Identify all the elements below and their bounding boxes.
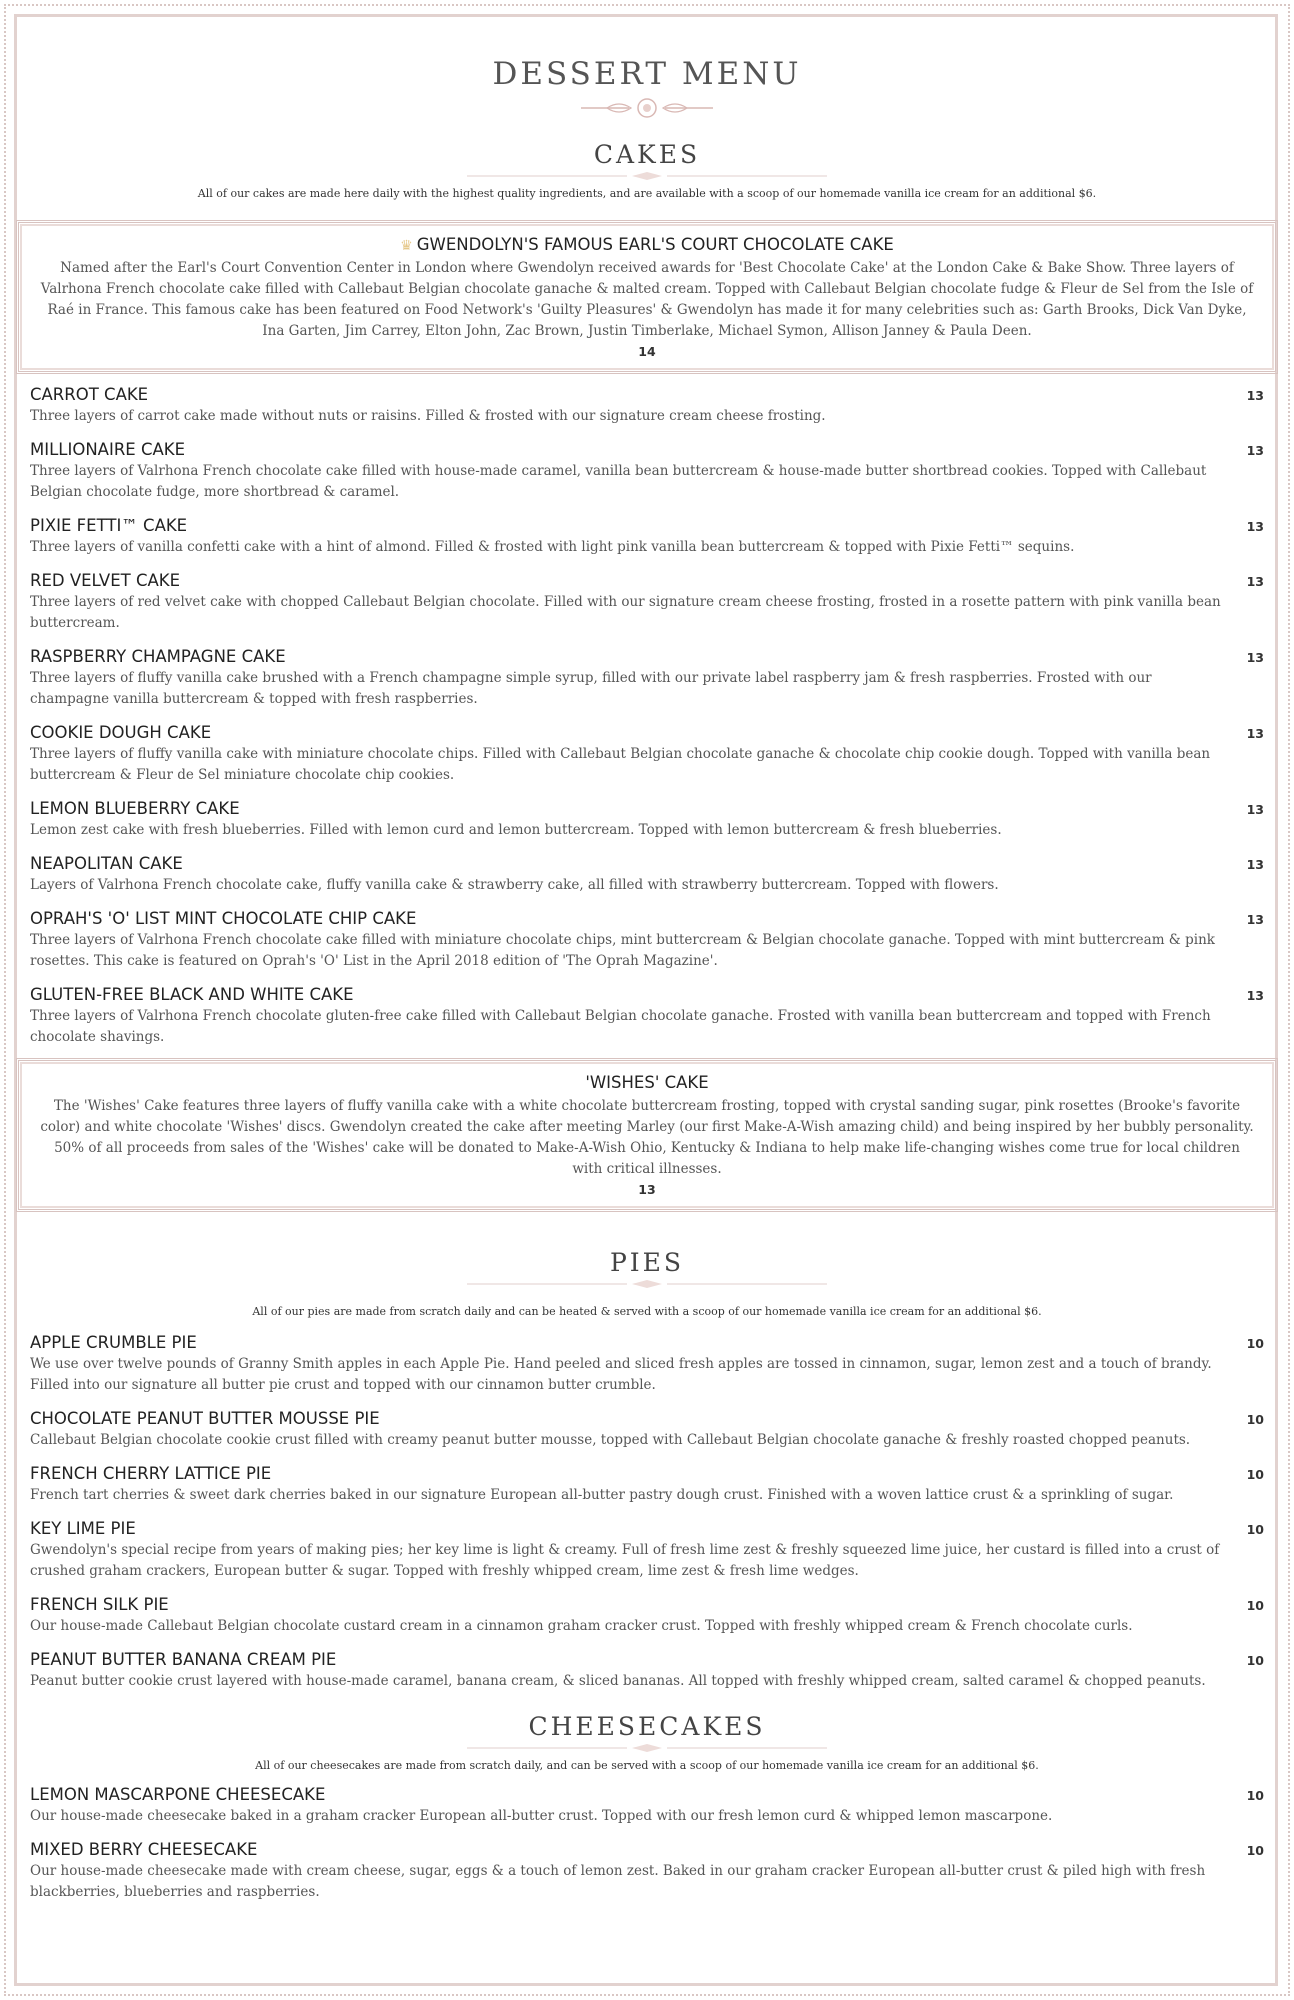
menu-item-name: MIXED BERRY CHEESECAKE (30, 1840, 258, 1859)
wishes-cake-box (16, 1058, 1278, 1212)
cheesecakes-section (30, 1712, 1264, 1903)
menu-item-desc: Our house-made Callebaut Belgian chocolate custard cream in a cinnamon graham cracker crust. Topped with freshly whipped cream & French chocolate curls. (30, 1618, 1133, 1634)
menu-item (30, 908, 1264, 972)
wishes-cake-name: 'WISHES' CAKE (585, 1073, 709, 1092)
menu-item-name: COOKIE DOUGH CAKE (30, 723, 212, 742)
menu-item-desc: Three layers of Valrhona French chocolate gluten-free cake filled with Callebaut Belgian chocolate ganache. Frosted with vanilla bean buttercream and topped with French chocolate shavings. (30, 1008, 1211, 1045)
menu-item-price: 10 (1246, 1653, 1264, 1668)
menu-item-name: PIXIE FETTI™ CAKE (30, 516, 188, 535)
menu-item-desc: Three layers of carrot cake made without nuts or raisins. Filled & frosted with our signature cream cheese frosting. (30, 408, 826, 424)
menu-item-desc: Three layers of fluffy vanilla cake with miniature chocolate chips. Filled with Callebaut Belgian chocolate ganache & chocolate chip cookie dough. Topped with vanilla bean buttercream & Fleur de Sel miniature chocolate chip cookies. (30, 746, 1211, 783)
menu-item-desc: Our house-made cheesecake made with cream cheese, sugar, eggs & a touch of lemon zest. Baked in our graham cracker European all-butter crust & piled high with fresh blackberries, blueberries and raspberries. (30, 1863, 1206, 1900)
menu-item-price: 13 (1246, 726, 1264, 741)
menu-item-name: MILLIONAIRE CAKE (30, 440, 186, 459)
menu-item (30, 384, 1264, 427)
cakes-section (30, 140, 1264, 1212)
menu-item-price: 10 (1246, 1843, 1264, 1858)
menu-item (30, 515, 1264, 558)
pies-note: All of our pies are made from scratch daily and can be heated & served with a scoop of our homemade vanilla ice cream for an additional $6. (252, 1305, 1042, 1318)
menu-item (30, 1784, 1264, 1827)
featured-cake-box (16, 220, 1278, 374)
menu-item-name: RED VELVET CAKE (30, 571, 181, 590)
section-rule-icon (467, 1279, 827, 1289)
menu-item-price: 10 (1246, 1467, 1264, 1482)
menu-item-desc: Three layers of vanilla confetti cake with a hint of almond. Filled & frosted with light pink vanilla bean buttercream & topped with Pixie Fetti™ sequins. (30, 539, 1075, 555)
menu-item (30, 439, 1264, 503)
menu-item-price: 13 (1246, 519, 1264, 534)
pies-title: PIES (609, 1248, 685, 1277)
menu-item-name: GLUTEN-FREE BLACK AND WHITE CAKE (30, 985, 354, 1004)
menu-item-price: 13 (1246, 650, 1264, 665)
menu-item-price: 13 (1246, 574, 1264, 589)
menu-item-price: 10 (1246, 1598, 1264, 1613)
wishes-cake-price: 13 (638, 1182, 656, 1197)
pies-section (30, 1248, 1264, 1692)
menu-title: DESSERT MENU (492, 56, 802, 92)
menu-item-name: CHOCOLATE PEANUT BUTTER MOUSSE PIE (30, 1409, 380, 1428)
cheesecake-list (30, 1784, 1264, 1903)
menu-item-desc: Three layers of Valrhona French chocolate cake filled with house-made caramel, vanilla bean buttercream & house-made butter shortbread cookies. Topped with Callebaut Belgian chocolate fudge, more shortbread & caramel. (30, 463, 1207, 500)
menu-item (30, 1649, 1264, 1692)
menu-item-desc: Gwendolyn's special recipe from years of making pies; her key lime is light & creamy. Full of fresh lime zest & freshly squeezed lime juice, her custard is filled into a crust of crushed graham crackers, European butter & sugar. Topped with freshly whipped cream, lime zest & fresh lime wedges. (30, 1542, 1220, 1579)
menu-item-desc: Our house-made cheesecake baked in a graham cracker European all-butter crust. Topped with our fresh lemon curd & whipped lemon mascarpone. (30, 1808, 1053, 1824)
menu-item-desc: Three layers of red velvet cake with chopped Callebaut Belgian chocolate. Filled with our signature cream cheese frosting, frosted in a rosette pattern with pink vanilla bean buttercream. (30, 594, 1221, 631)
menu-item-price: 10 (1246, 1336, 1264, 1351)
menu-item (30, 646, 1264, 710)
wishes-cake-desc: The 'Wishes' Cake features three layers of fluffy vanilla cake with a white chocolate buttercream frosting, topped with crystal sanding sugar, pink rosettes (Brooke's favorite color) and white chocolate 'Wishes' discs. Gwendolyn created the cake after meeting Marley (our first Make-A-Wish amazing child) and being inspired by her bubbly personality. 50% of all proceeds from sales of the 'Wishes' cake will be donated to Make-A-Wish Ohio, Kentucky & Indiana to help make life-changing wishes come true for local children with critical illnesses. (40, 1098, 1254, 1177)
menu-item-name: RASPBERRY CHAMPAGNE CAKE (30, 647, 286, 666)
menu-item-price: 10 (1246, 1522, 1264, 1537)
menu-item-desc: Peanut butter cookie crust layered with house-made caramel, banana cream, & sliced bananas. All topped with freshly whipped cream, salted caramel & chopped peanuts. (30, 1673, 1206, 1689)
menu-item-desc: Three layers of fluffy vanilla cake brushed with a French champagne simple syrup, filled with our private label raspberry jam & fresh raspberries. Frosted with our champagne vanilla buttercream & topped with fresh raspberries. (30, 670, 1152, 707)
menu-item-name: CARROT CAKE (30, 385, 149, 404)
ornament-divider-icon (577, 96, 717, 120)
menu-item-name: LEMON BLUEBERRY CAKE (30, 799, 240, 818)
menu-item (30, 1332, 1264, 1396)
cheesecakes-title: CHEESECAKES (528, 1712, 766, 1741)
menu-item (30, 1408, 1264, 1451)
menu-item-desc: Layers of Valrhona French chocolate cake, fluffy vanilla cake & strawberry cake, all filled with strawberry buttercream. Topped with flowers. (30, 877, 999, 893)
featured-cake-name: ♛ GWENDOLYN'S FAMOUS EARL'S COURT CHOCOLATE CAKE (400, 235, 894, 254)
menu-item-desc: We use over twelve pounds of Granny Smith apples in each Apple Pie. Hand peeled and sliced fresh apples are tossed in cinnamon, sugar, lemon zest and a touch of brandy. Filled into our signature all butter pie crust and topped with our cinnamon butter crumble. (30, 1356, 1212, 1393)
menu-item-price: 10 (1246, 1788, 1264, 1803)
menu-item (30, 570, 1264, 634)
cake-list (30, 384, 1264, 1048)
section-rule-icon (467, 1743, 827, 1753)
menu-item-name: FRENCH SILK PIE (30, 1595, 169, 1614)
menu-item (30, 1594, 1264, 1637)
pie-list (30, 1332, 1264, 1692)
menu-item-name: APPLE CRUMBLE PIE (30, 1333, 197, 1352)
featured-cake-price: 14 (638, 344, 656, 359)
menu-item-price: 13 (1246, 802, 1264, 817)
menu-item-price: 13 (1246, 443, 1264, 458)
menu-item-price: 10 (1246, 1412, 1264, 1427)
menu-item-name: LEMON MASCARPONE CHEESECAKE (30, 1785, 326, 1804)
menu-item-name: OPRAH'S 'O' LIST MINT CHOCOLATE CHIP CAKE (30, 909, 417, 928)
crown-icon: ♛ (400, 238, 413, 254)
menu-item (30, 1839, 1264, 1903)
cakes-title: CAKES (593, 140, 701, 169)
menu-item-desc: Callebaut Belgian chocolate cookie crust filled with creamy peanut butter mousse, topped with Callebaut Belgian chocolate ganache & freshly roasted chopped peanuts. (30, 1432, 1191, 1448)
menu-item-desc: French tart cherries & sweet dark cherries baked in our signature European all-butter pastry dough crust. Finished with a woven lattice crust & a sprinkling of sugar. (30, 1487, 1174, 1503)
featured-cake-desc: Named after the Earl's Court Convention Center in London where Gwendolyn received awards for 'Best Chocolate Cake' at the London Cake & Bake Show. Three layers of Valrhona French chocolate cake filled with Callebaut Belgian chocolate ganache & malted cream. Topped with Callebaut Belgian chocolate fudge & Fleur de Sel from the Isle of Raé in France. This famous cake has been featured on Food Network's 'Guilty Pleasures' & Gwendolyn has made it for many celebrities such as: Garth Brooks, Dick Van Dyke, Ina Garten, Jim Carrey, Elton John, Zac Brown, Justin Timberlake, Michael Symon, Allison Janney & Paula Deen. (40, 260, 1254, 339)
menu-item (30, 984, 1264, 1048)
menu-item-name: NEAPOLITAN CAKE (30, 854, 183, 873)
menu-item-name: KEY LIME PIE (30, 1519, 136, 1538)
menu-item (30, 1463, 1264, 1506)
menu-item (30, 798, 1264, 841)
cakes-note: All of our cakes are made here daily with the highest quality ingredients, and are available with a scoop of our homemade vanilla ice cream for an additional $6. (197, 187, 1097, 200)
menu-item-price: 13 (1246, 988, 1264, 1003)
menu-content (30, 30, 1264, 1903)
menu-item-desc: Lemon zest cake with fresh blueberries. Filled with lemon curd and lemon buttercream. Topped with lemon buttercream & fresh blueberries. (30, 822, 1002, 838)
section-rule-icon (467, 171, 827, 181)
menu-item-price: 13 (1246, 388, 1264, 403)
menu-item-price: 13 (1246, 857, 1264, 872)
menu-item (30, 853, 1264, 896)
menu-item-desc: Three layers of Valrhona French chocolate cake filled with miniature chocolate chips, mint buttercream & Belgian chocolate ganache. Topped with mint buttercream & pink rosettes. This cake is featured on Oprah's 'O' List in the April 2018 edition of 'The Oprah Magazine'. (30, 932, 1215, 969)
menu-item-name: PEANUT BUTTER BANANA CREAM PIE (30, 1650, 337, 1669)
cheesecakes-note: All of our cheesecakes are made from scratch daily, and can be served with a scoop of our homemade vanilla ice cream for an additional $6. (255, 1759, 1039, 1772)
menu-item (30, 722, 1264, 786)
menu-item-price: 13 (1246, 912, 1264, 927)
menu-item-name: FRENCH CHERRY LATTICE PIE (30, 1464, 272, 1483)
menu-item (30, 1518, 1264, 1582)
